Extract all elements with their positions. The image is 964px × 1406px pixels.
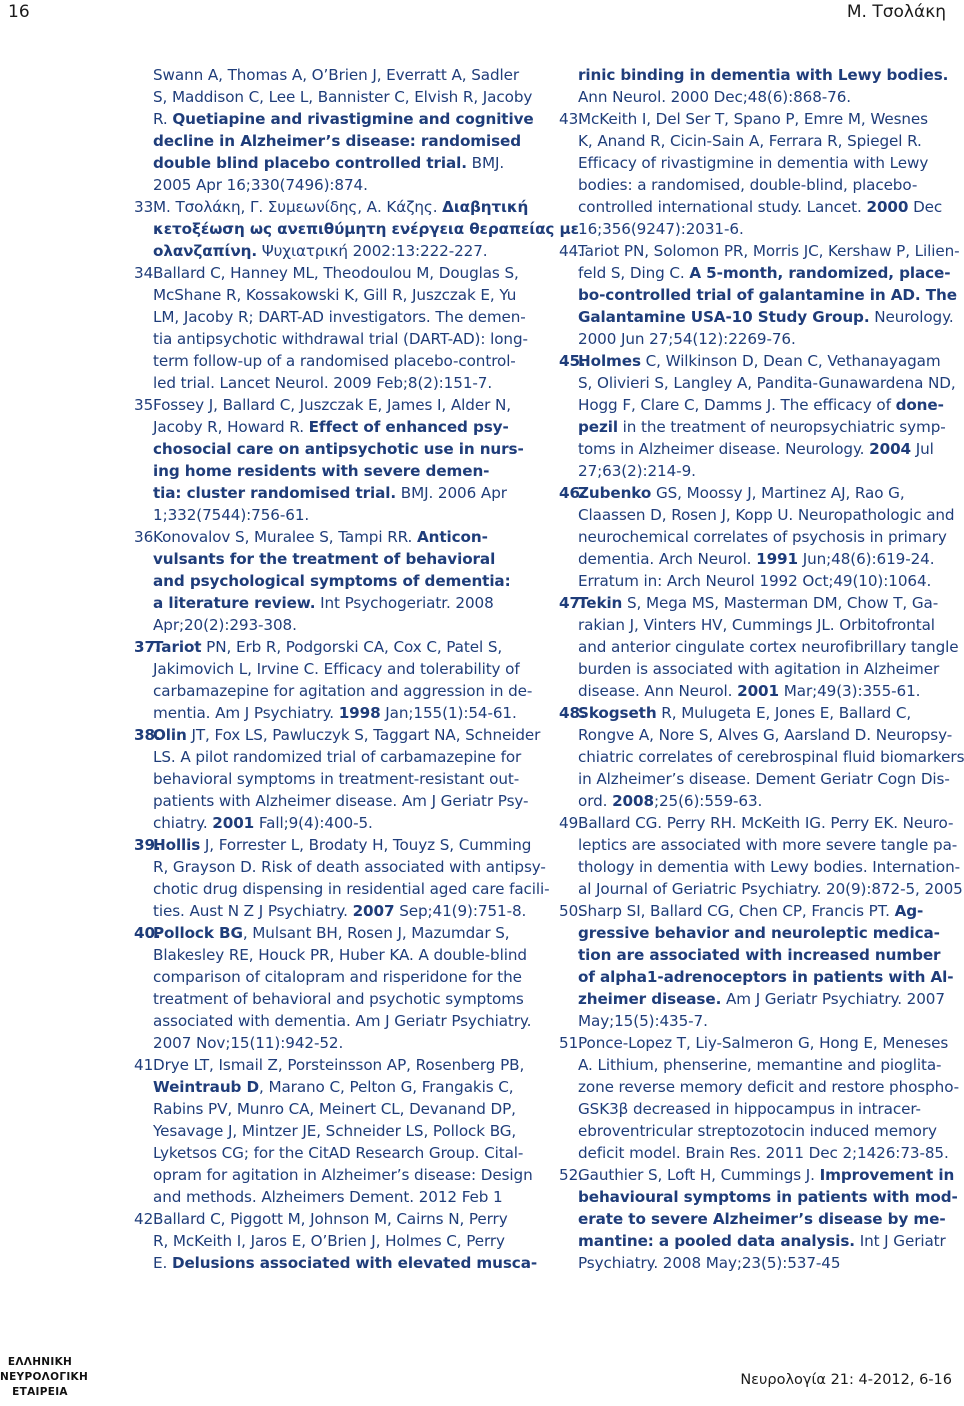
reference-line xyxy=(134,284,530,306)
reference-line xyxy=(559,416,959,438)
reference-line xyxy=(559,768,959,790)
reference-text: Am J Geriatr Psychiatry. 2007 xyxy=(721,990,945,1008)
logo-line: ΕΤΑΙΡΕΙΑ xyxy=(12,1386,68,1398)
reference-entry-start xyxy=(559,350,959,372)
reference-text: Sharp SI, Ballard CG, Chen CP, Francis PT. xyxy=(578,902,895,920)
reference-text: Efficacy of rivastigmine in dementia with Lewy xyxy=(578,154,929,172)
reference-line xyxy=(559,1208,959,1230)
reference-line xyxy=(134,1076,530,1098)
reference-text: tia antipsychotic withdrawal trial (DART-AD): long- xyxy=(153,330,528,348)
reference-text: and methods. Alzheimers Dement. 2012 Feb 1 xyxy=(153,1188,503,1206)
reference-line xyxy=(559,86,959,108)
reference-text: ties. Aust N Z J Psychiatry. xyxy=(153,902,353,920)
reference-text: ebroventricular streptozotocin induced memory xyxy=(578,1122,937,1140)
reference-text: 2005 Apr 16;330(7496):874. xyxy=(153,176,368,194)
reference-line xyxy=(134,86,533,108)
reference-entry-start xyxy=(559,702,959,724)
reference-text: Rongve A, Nore S, Alves G, Aarsland D. Neuropsy- xyxy=(578,726,953,744)
reference-line xyxy=(559,614,959,636)
reference-text: PN, Erb R, Podgorski CA, Cox C, Patel S, xyxy=(201,638,503,656)
reference-line xyxy=(559,724,959,746)
reference-bold-text: Διαβητική xyxy=(442,198,529,216)
reference-line xyxy=(559,526,959,548)
reference-number: 46. xyxy=(559,484,586,502)
reference-text: thology in dementia with Lewy bodies. Internation- xyxy=(578,858,960,876)
reference-entry-start xyxy=(134,636,530,658)
reference-line xyxy=(559,64,959,86)
reference-entry-start xyxy=(559,900,959,922)
reference-line xyxy=(134,878,550,900)
reference-text: Ponce-Lopez T, Liy-Salmeron G, Hong E, Meneses xyxy=(578,1034,949,1052)
reference-line xyxy=(134,152,530,174)
reference-bold-text: done- xyxy=(895,396,944,414)
reference-text: patients with Alzheimer disease. Am J Geriatr Psy- xyxy=(153,792,529,810)
reference-text: McKeith I, Del Ser T, Spano P, Emre M, Wesnes xyxy=(578,110,928,128)
reference-bold-text: Skogseth xyxy=(578,704,657,722)
reference-entry-start xyxy=(559,108,959,130)
reference-text: feld S, Ding C. xyxy=(578,264,690,282)
reference-text: R, Grayson D. Risk of death associated with antipsy- xyxy=(153,858,546,876)
reference-text: 16;356(9247):2031-6. xyxy=(578,220,744,238)
reference-line xyxy=(134,306,530,328)
reference-bold-text: Tariot xyxy=(153,638,202,656)
reference-text: comparison of citalopram and risperidone for the xyxy=(153,968,522,986)
reference-line xyxy=(134,64,530,86)
reference-text: Hogg F, Clare C, Damms J. The efficacy of xyxy=(578,396,896,414)
reference-text: Ann Neurol. 2000 Dec;48(6):868-76. xyxy=(578,88,852,106)
reference-text: Neurology. xyxy=(869,308,954,326)
reference-text: Tariot PN, Solomon PR, Morris JC, Kershaw P, Lilien- xyxy=(578,242,960,260)
reference-bold-text: behavioural symptoms in patients with mod- xyxy=(578,1188,958,1206)
reference-text: BMJ. 2006 Apr xyxy=(396,484,507,502)
reference-number: 45. xyxy=(559,352,586,370)
reference-text: chiatric correlates of cerebrospinal fluid biomarkers xyxy=(578,748,964,766)
reference-line xyxy=(134,1164,533,1186)
logo-line: ΝΕΥΡΟΛΟΓΙΚΗ xyxy=(0,1371,89,1383)
reference-number: 37. xyxy=(134,638,161,656)
reference-line xyxy=(134,1032,530,1054)
reference-number: 38. xyxy=(134,726,161,744)
reference-line xyxy=(134,482,530,504)
references-right-column xyxy=(559,64,964,1274)
reference-number: 35. xyxy=(134,396,158,414)
reference-text: ;25(6):559-63. xyxy=(653,792,763,810)
reference-text: mentia. Am J Psychiatry. xyxy=(153,704,339,722)
reference-text: Yesavage J, Mintzer JE, Schneider LS, Pollock BG, xyxy=(153,1122,517,1140)
reference-bold-text: erate to severe Alzheimer’s disease by me- xyxy=(578,1210,946,1228)
reference-number: 50. xyxy=(559,902,583,920)
reference-line xyxy=(134,416,530,438)
reference-number: 41. xyxy=(134,1056,158,1074)
reference-text: Konovalov S, Muralee S, Tampi RR. xyxy=(153,528,418,546)
reference-number: 49. xyxy=(559,814,583,832)
reference-line xyxy=(134,812,530,834)
reference-bold-text: Olin xyxy=(153,726,187,744)
reference-text: S, Olivieri S, Langley A, Pandita-Gunawardena ND, xyxy=(578,374,956,392)
reference-bold-text: double blind placebo controlled trial. xyxy=(153,154,467,172)
reference-line xyxy=(559,1186,959,1208)
reference-line xyxy=(134,1010,530,1032)
reference-entry-start xyxy=(134,526,530,548)
reference-line xyxy=(134,790,530,812)
reference-text: J, Forrester L, Brodaty H, Touyz S, Cumming xyxy=(200,836,532,854)
reference-line xyxy=(559,1054,959,1076)
reference-text: K, Anand R, Cicin-Sain A, Ferrara R, Spiegel R. xyxy=(578,132,922,150)
reference-line xyxy=(559,636,959,658)
reference-line xyxy=(559,988,959,1010)
reference-text: C, Wilkinson D, Dean C, Vethanayagam xyxy=(640,352,941,370)
reference-line xyxy=(134,592,530,614)
reference-text: E. xyxy=(153,1254,172,1272)
reference-entry-start xyxy=(134,1208,530,1230)
reference-line xyxy=(134,460,530,482)
reference-line xyxy=(559,196,959,218)
reference-number: 51. xyxy=(559,1034,583,1052)
reference-line xyxy=(559,1230,959,1252)
reference-text: Jun;48(6):619-24. xyxy=(797,550,935,568)
reference-line xyxy=(134,614,530,636)
reference-entry-start xyxy=(134,834,530,856)
reference-text: in Alzheimer’s disease. Dement Geriatr Cogn Dis- xyxy=(578,770,950,788)
reference-bold-text: Tekin xyxy=(578,594,623,612)
reference-number: 48. xyxy=(559,704,586,722)
reference-text: Swann A, Thomas A, O’Brien J, Everratt A, Sadler xyxy=(153,66,520,84)
reference-text: Rabins PV, Munro CA, Meinert CL, Devanand DP, xyxy=(153,1100,516,1118)
reference-line xyxy=(559,966,959,988)
reference-text: LS. A pilot randomized trial of carbamazepine for xyxy=(153,748,522,766)
reference-number: 42. xyxy=(134,1210,158,1228)
reference-line xyxy=(134,240,530,262)
reference-line xyxy=(134,746,530,768)
reference-line xyxy=(134,328,530,350)
page-header xyxy=(0,0,960,28)
reference-line xyxy=(134,218,579,240)
reference-entry-start xyxy=(559,240,959,262)
reference-text: Int J Geriatr xyxy=(854,1232,946,1250)
reference-line xyxy=(559,570,959,592)
reference-text: burden is associated with agitation in Alzheimer xyxy=(578,660,940,678)
reference-text: Mar;49(3):355-61. xyxy=(779,682,921,700)
reference-line xyxy=(134,504,530,526)
reference-line xyxy=(559,1252,959,1274)
reference-bold-text: Hollis xyxy=(153,836,201,854)
reference-bold-text: 2004 xyxy=(869,440,912,458)
reference-bold-text: Improvement in xyxy=(819,1166,955,1184)
reference-entry-start xyxy=(134,1054,530,1076)
reference-text: R. xyxy=(153,110,173,128)
reference-text: May;15(5):435-7. xyxy=(578,1012,708,1030)
reference-line xyxy=(559,1098,959,1120)
reference-text: JT, Fox LS, Pawluczyk S, Taggart NA, Schneider xyxy=(186,726,541,744)
reference-text: Dec xyxy=(908,198,943,216)
reference-line xyxy=(134,658,530,680)
reference-line xyxy=(559,680,959,702)
reference-bold-text: bo-controlled trial of galantamine in AD. The xyxy=(578,286,957,304)
reference-text: Jakimovich L, Irvine C. Efficacy and tolerability of xyxy=(153,660,520,678)
reference-bold-text: Zubenko xyxy=(578,484,652,502)
reference-text: Apr;20(2):293-308. xyxy=(153,616,297,634)
reference-bold-text: 2000 xyxy=(866,198,909,216)
reference-text: 1;332(7544):756-61. xyxy=(153,506,310,524)
reference-bold-text: Galantamine USA-10 Study Group. xyxy=(578,308,870,326)
reference-text: dementia. Arch Neurol. xyxy=(578,550,757,568)
reference-text: toms in Alzheimer disease. Neurology. xyxy=(578,440,870,458)
reference-line xyxy=(559,1120,959,1142)
reference-entry-start xyxy=(134,922,530,944)
reference-bold-text: Delusions associated with elevated musca- xyxy=(171,1254,538,1272)
reference-text: treatment of behavioral and psychotic symptoms xyxy=(153,990,524,1008)
reference-text: chotic drug dispensing in residential aged care facili- xyxy=(153,880,550,898)
reference-text: associated with dementia. Am J Geriatr Psychiatry. xyxy=(153,1012,532,1030)
reference-text: behavioral symptoms in treatment-resistant out- xyxy=(153,770,520,788)
reference-number: 52. xyxy=(559,1166,583,1184)
reference-text: S, Maddison C, Lee L, Bannister C, Elvish R, Jacoby xyxy=(153,88,533,106)
reference-text: Gauthier S, Loft H, Cummings J. xyxy=(578,1166,820,1184)
reference-text: Ballard CG. Perry RH. McKeith IG. Perry EK. Neuro- xyxy=(578,814,954,832)
reference-entry-start xyxy=(134,724,541,746)
reference-line xyxy=(559,174,959,196)
reference-text: Ψυχιατρική 2002:13:222-227. xyxy=(257,242,488,260)
reference-line xyxy=(134,768,530,790)
reference-number: 39. xyxy=(134,836,161,854)
reference-bold-text: a literature review. xyxy=(153,594,316,612)
reference-text: McShane R, Kossakowski K, Gill R, Juszczak E, Yu xyxy=(153,286,517,304)
reference-bold-text: ολανζαπίνη. xyxy=(153,242,257,260)
reference-text: GS, Moossy J, Martinez AJ, Rao G, xyxy=(651,484,905,502)
reference-line xyxy=(559,504,959,526)
reference-text: opram for agitation in Alzheimer’s disease: Design xyxy=(153,1166,533,1184)
reference-line xyxy=(559,372,959,394)
reference-line xyxy=(559,746,964,768)
reference-text: Μ. Τσολάκη, Γ. Συμεωνίδης, Α. Κάζης. xyxy=(153,198,443,216)
reference-text: S, Mega MS, Masterman DM, Chow T, Ga- xyxy=(622,594,939,612)
reference-line xyxy=(559,218,959,240)
reference-bold-text: mantine: a pooled data analysis. xyxy=(578,1232,855,1250)
reference-text: carbamazepine for agitation and aggression in de- xyxy=(153,682,533,700)
reference-line xyxy=(134,1252,538,1274)
reference-line xyxy=(134,1120,530,1142)
reference-line xyxy=(559,152,959,174)
reference-text: 2007 Nov;15(11):942-52. xyxy=(153,1034,344,1052)
reference-bold-text: ing home residents with severe demen- xyxy=(153,462,490,480)
reference-line xyxy=(134,1142,530,1164)
reference-line xyxy=(134,350,530,372)
reference-entry-start xyxy=(134,262,530,284)
reference-line xyxy=(559,1010,959,1032)
reference-text: 2000 Jun 27;54(12):2269-76. xyxy=(578,330,796,348)
reference-text: , Marano C, Pelton G, Frangakis C, xyxy=(259,1078,514,1096)
reference-text: BMJ. xyxy=(466,154,505,172)
reference-text: controlled international study. Lancet. xyxy=(578,198,867,216)
reference-text: Ballard C, Piggott M, Johnson M, Cairns N, Perry xyxy=(153,1210,508,1228)
reference-text: term follow-up of a randomised placebo-control- xyxy=(153,352,516,370)
reference-bold-text: κετοξέωση ως ανεπιθύμητη ενέργεια θεραπείας με xyxy=(153,220,579,238)
reference-line xyxy=(134,130,530,152)
society-logo xyxy=(0,1355,89,1400)
reference-line xyxy=(134,680,533,702)
reference-text: ord. xyxy=(578,792,613,810)
reference-entry-start xyxy=(559,1164,959,1186)
reference-text: in the treatment of neuropsychiatric symp- xyxy=(617,418,946,436)
logo-line: ΕΛΛΗΝΙΚΗ xyxy=(7,1356,73,1368)
reference-text: R, Mulugeta E, Jones E, Ballard C, xyxy=(656,704,912,722)
reference-bold-text: Holmes xyxy=(578,352,641,370)
reference-number: 40. xyxy=(134,924,161,942)
reference-bold-text: 2001 xyxy=(212,814,255,832)
reference-line xyxy=(134,702,530,724)
reference-text: deficit model. Brain Res. 2011 Dec 2;1426:73-85. xyxy=(578,1144,949,1162)
page-number: 16 xyxy=(8,2,30,22)
reference-line xyxy=(559,548,959,570)
reference-bold-text: of alpha1-adrenoceptors in patients with Al- xyxy=(578,968,954,986)
reference-bold-text: pezil xyxy=(578,418,618,436)
reference-text: Blakesley RE, Houck PR, Huber KA. A double-blind xyxy=(153,946,527,964)
reference-text: neurochemical correlates of psychosis in primary xyxy=(578,528,947,546)
reference-number: 43. xyxy=(559,110,583,128)
reference-bold-text: Anticon- xyxy=(417,528,488,546)
reference-line xyxy=(559,394,959,416)
reference-line xyxy=(134,944,530,966)
reference-text: Jacoby R, Howard R. xyxy=(153,418,309,436)
reference-bold-text: decline in Alzheimer’s disease: randomised xyxy=(153,132,522,150)
reference-line xyxy=(134,548,530,570)
reference-bold-text: Quetiapine and rivastigmine and cognitive xyxy=(172,110,534,128)
reference-number: 47. xyxy=(559,594,586,612)
reference-bold-text: Effect of enhanced psy- xyxy=(308,418,509,436)
reference-text: 27;63(2):214-9. xyxy=(578,462,696,480)
reference-line xyxy=(134,988,530,1010)
reference-line xyxy=(559,438,959,460)
reference-entry-start xyxy=(559,482,959,504)
reference-text: Claassen D, Rosen J, Kopp U. Neuropathologic and xyxy=(578,506,955,524)
reference-bold-text: chosocial care on antipsychotic use in nurs- xyxy=(153,440,524,458)
reference-bold-text: A 5-month, randomized, place- xyxy=(689,264,951,282)
reference-bold-text: Pollock BG xyxy=(153,924,243,942)
reference-bold-text: Ag- xyxy=(894,902,924,920)
running-head: Μ. Τσολάκη xyxy=(846,2,946,22)
reference-text: chiatry. xyxy=(153,814,213,832)
reference-text: zone reverse memory deficit and restore phospho- xyxy=(578,1078,960,1096)
reference-text: Ballard C, Hanney ML, Theodoulou M, Douglas S, xyxy=(153,264,519,282)
reference-bold-text: 2001 xyxy=(737,682,779,700)
reference-text: R, McKeith I, Jaros E, O’Brien J, Holmes C, Perry xyxy=(153,1232,505,1250)
reference-line xyxy=(559,922,959,944)
reference-line xyxy=(559,284,959,306)
reference-text: Lyketsos CG; for the CitAD Research Group. Cital- xyxy=(153,1144,524,1162)
reference-line xyxy=(559,1076,959,1098)
reference-line xyxy=(134,438,530,460)
reference-number: 44. xyxy=(559,242,583,260)
reference-text: Fossey J, Ballard C, Juszczak E, James I, Alder N, xyxy=(153,396,511,414)
reference-entry-start xyxy=(559,1032,959,1054)
reference-text: Jul xyxy=(911,440,934,458)
reference-number: 33. xyxy=(134,198,158,216)
reference-bold-text: 1998 xyxy=(338,704,381,722)
reference-line xyxy=(559,878,963,900)
reference-text: , Mulsant BH, Rosen J, Mazumdar S, xyxy=(242,924,510,942)
reference-text: A. Lithium, phenserine, memantine and pioglita- xyxy=(578,1056,942,1074)
reference-entry-start xyxy=(559,812,959,834)
reference-entry-start xyxy=(559,592,959,614)
reference-text: Erratum in: Arch Neurol 1992 Oct;49(10):1064. xyxy=(578,572,932,590)
reference-number: 36. xyxy=(134,528,158,546)
reference-text: rakian J, Vinters HV, Cummings JL. Orbitofrontal xyxy=(578,616,935,634)
reference-line xyxy=(134,900,530,922)
reference-bold-text: Weintraub D xyxy=(153,1078,260,1096)
reference-bold-text: gressive behavior and neuroleptic medica- xyxy=(578,924,940,942)
reference-bold-text: 1991 xyxy=(756,550,798,568)
reference-line xyxy=(134,372,530,394)
reference-number: 34. xyxy=(134,264,158,282)
reference-text: leptics are associated with more severe tangle pa- xyxy=(578,836,958,854)
reference-text: Psychiatry. 2008 May;23(5):537-45 xyxy=(578,1254,841,1272)
reference-text: bodies: a randomised, double-blind, placebo- xyxy=(578,176,918,194)
reference-text: Fall;9(4):400-5. xyxy=(254,814,373,832)
reference-line xyxy=(134,856,546,878)
reference-line xyxy=(559,790,959,812)
reference-line xyxy=(559,834,959,856)
reference-bold-text: tia: cluster randomised trial. xyxy=(153,484,397,502)
reference-text: LM, Jacoby R; DART-AD investigators. The demen- xyxy=(153,308,526,326)
reference-text: al Journal of Geriatric Psychiatry. 20(9):872-5, 2005 xyxy=(578,880,963,898)
reference-line xyxy=(559,130,959,152)
reference-line xyxy=(134,1230,530,1252)
reference-text: Drye LT, Ismail Z, Porsteinsson AP, Rosenberg PB, xyxy=(153,1056,525,1074)
reference-text: and anterior cingulate cortex neurofibrillary tangle xyxy=(578,638,959,656)
reference-line xyxy=(134,108,534,130)
reference-bold-text: vulsants for the treatment of behavioral xyxy=(153,550,496,568)
reference-line xyxy=(134,1098,530,1120)
journal-footer: Νευρολογία 21: 4-2012, 6-16 xyxy=(740,1372,952,1388)
reference-line xyxy=(559,262,959,284)
reference-text: disease. Ann Neurol. xyxy=(578,682,738,700)
reference-text: Int Psychogeriatr. 2008 xyxy=(315,594,494,612)
reference-line xyxy=(559,856,959,878)
reference-line xyxy=(559,1142,959,1164)
reference-line xyxy=(134,966,530,988)
reference-line xyxy=(134,174,530,196)
reference-line xyxy=(559,328,959,350)
reference-line xyxy=(559,306,959,328)
reference-text: Sep;41(9):751-8. xyxy=(394,902,527,920)
reference-line xyxy=(134,570,530,592)
reference-line xyxy=(559,460,959,482)
reference-bold-text: rinic binding in dementia with Lewy bodies. xyxy=(578,66,949,84)
reference-line xyxy=(134,1186,530,1208)
reference-line xyxy=(559,658,959,680)
reference-bold-text: 2007 xyxy=(352,902,395,920)
reference-entry-start xyxy=(134,196,530,218)
reference-entry-start xyxy=(134,394,530,416)
reference-bold-text: tion are associated with increased number xyxy=(578,946,941,964)
reference-text: Jan;155(1):54-61. xyxy=(380,704,517,722)
reference-line xyxy=(559,944,959,966)
reference-bold-text: and psychological symptoms of dementia: xyxy=(153,572,511,590)
reference-text: GSK3β decreased in hippocampus in intracer- xyxy=(578,1100,921,1118)
reference-bold-text: 2008 xyxy=(612,792,654,810)
reference-text: led trial. Lancet Neurol. 2009 Feb;8(2):151-7. xyxy=(153,374,493,392)
reference-bold-text: zheimer disease. xyxy=(578,990,722,1008)
